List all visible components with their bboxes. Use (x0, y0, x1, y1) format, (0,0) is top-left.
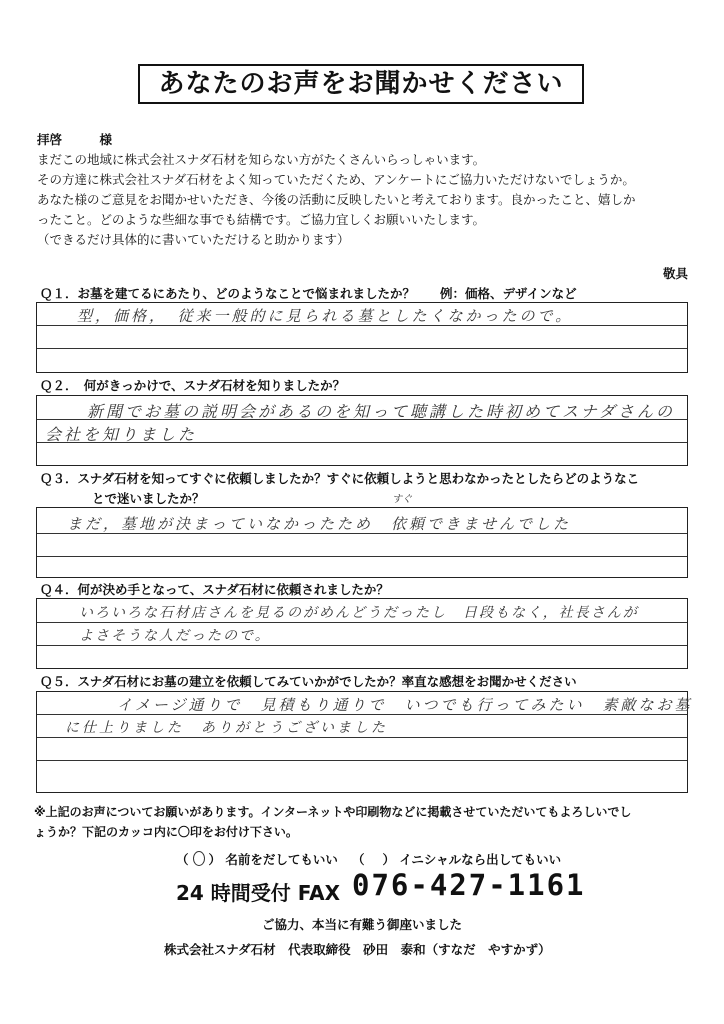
intro-line: あなた様のご意見をお聞かせいただき、今後の活動に反映したいと考えております。良かったこと、嬉しか (37, 192, 636, 207)
question-1: Ｑ１．お墓を建てるにあたり、どのようなことで悩まれましたか？ 例：価格、デザインなど (40, 286, 577, 301)
answer-rule (37, 556, 687, 557)
answer-3-note: すぐ (392, 494, 412, 505)
answer-3-line-1: まだ，墓地が決まっていなかったため 依頼できませんでした (67, 515, 572, 533)
company-signature: 株式会社スナダ石材 代表取締役 砂田 泰和（すなだ やすかず） (164, 942, 551, 957)
answer-rule (37, 737, 687, 738)
choice-close-paren: ） (382, 852, 396, 867)
answer-rule (37, 645, 687, 646)
intro-text (37, 130, 697, 250)
choice-initials[interactable] (352, 850, 561, 868)
intro-line: ったこと。どのような些細な事でも結構です。ご協力宜しくお願いいたします。 (37, 212, 486, 227)
closing-word: 敬具 (662, 266, 688, 281)
circle-mark-icon (193, 851, 205, 866)
choice-open-paren: （ (176, 852, 189, 867)
fax-number[interactable]: 076-427-1161 (352, 868, 586, 902)
thank-you-text: ご協力、本当に有難う御座いました (262, 917, 463, 932)
question-4: Ｑ４．何が決め手となって、スナダ石材に依頼されましたか？ (40, 582, 389, 597)
intro-line: （できるだけ具体的に書いていただけると助かります） (37, 232, 350, 247)
choice-initials-label: イニシャルなら出してもいい (399, 852, 562, 867)
permission-notice-line-1: ※上記のお声についてお願いがあります。インターネットや印刷物などに掲載させていただいてもよろしいでし (34, 805, 632, 819)
answer-box-5[interactable] (36, 691, 693, 793)
answer-5-line-2: に仕上りました ありがとうございました (65, 720, 388, 736)
choice-close-paren: ） (208, 852, 222, 867)
page-title: あなたのお声をお聞かせください (138, 64, 584, 104)
answer-2-line-1: 新聞でお墓の説明会があるのを知って聴講した時初めてスナダさんの (87, 402, 675, 421)
question-2: Ｑ２． 何がきっかけで、スナダ石材を知りましたか？ (40, 378, 346, 393)
answer-rule (37, 760, 687, 761)
salutation: 拝啓 様 (37, 132, 113, 147)
answer-box-4[interactable] (36, 598, 688, 669)
answer-box-2[interactable] (36, 395, 688, 466)
choice-full-name[interactable] (176, 850, 338, 868)
answer-rule (37, 348, 687, 349)
permission-notice-line-2: ょうか？下記のカッコ内に〇印をお付け下さい。 (34, 825, 298, 839)
choice-open-paren: （ (352, 852, 365, 867)
answer-4-line-2: よさそうな人だったので。 (79, 628, 271, 644)
answer-rule (37, 622, 687, 623)
intro-line: その方達に株式会社スナダ石材をよく知っていただくため、アンケートにご協力いただけないでしょうか。 (37, 172, 635, 187)
fax-label: 24 時間受付 FAX (176, 881, 341, 905)
answer-5-line-1: イメージ通りで 見積もり通りで いつでも行ってみたい 素敵なお墓 (117, 696, 693, 714)
question-3-continued: とで迷いましたか？ (92, 491, 205, 506)
answer-2-line-2: 会社を知りました (45, 425, 198, 444)
question-3: Ｑ３．スナダ石材を知ってすぐに依頼しましたか？すぐに依頼しようと思わなかったとしたらどのようなこ (40, 471, 640, 486)
choice-full-name-label: 名前をだしてもいい (225, 852, 338, 867)
answer-box-1[interactable] (36, 302, 688, 373)
intro-line: まだこの地域に株式会社スナダ石材を知らない方がたくさんいらっしゃいます。 (37, 152, 486, 167)
question-5: Ｑ５．スナダ石材にお墓の建立を依頼してみていかがでしたか？率直な感想をお聞かせください (40, 674, 577, 689)
answer-4-line-1: いろいろな石材店さんを見るのがめんどうだったし 日段もなく，社長さんが (79, 605, 639, 621)
answer-1-line-1: 型，価格， 従来一般的に見られる墓としたくなかったので。 (77, 307, 574, 325)
